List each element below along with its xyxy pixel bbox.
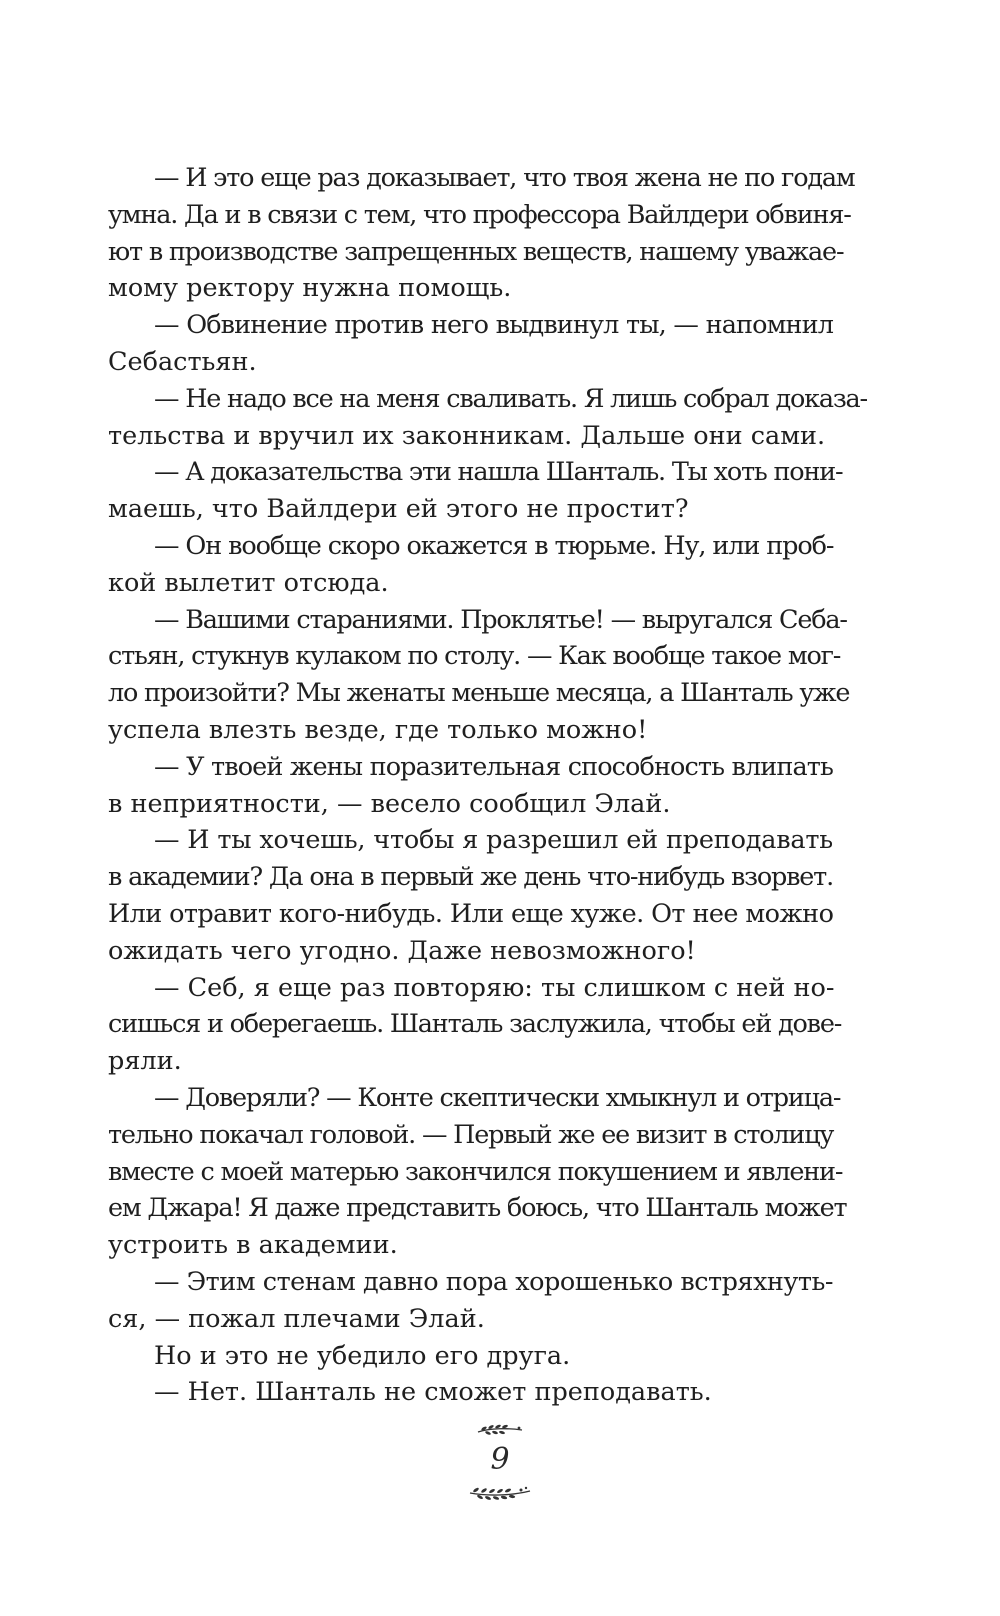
text-line: — Обвинение против него выдвинул ты, — напомнил [154, 310, 833, 341]
text-line: Но и это не убедило его друга. [154, 1340, 571, 1371]
text-line: — У твоей жены поразительная способность влипать [154, 751, 833, 782]
text-line: тельно покачал головой. — Первый же ее визит в столицу [108, 1119, 834, 1150]
text-line: в неприятности, — весело сообщил Элай. [108, 788, 671, 819]
text-line: — Вашими стараниями. Проклятье! — выругался Себа- [154, 604, 847, 635]
text-line: тельства и вручил их законникам. Дальше они сами. [108, 420, 826, 451]
text-line: устроить в академии. [108, 1230, 398, 1261]
text-line: мому ректору нужна помощь. [108, 273, 512, 304]
page-folio [0, 1422, 1000, 1502]
laurel-branch-ornament-icon [466, 1482, 534, 1502]
text-line: — А доказательства эти нашла Шанталь. Ты хоть пони- [154, 457, 843, 488]
text-line: Или отравит кого-нибудь. Или еще хуже. От нее можно [108, 898, 834, 929]
text-line: вместе с моей матерью закончился покушением и явлени- [108, 1156, 843, 1187]
text-line: ют в производстве запрещенных веществ, нашему уважае- [108, 236, 844, 267]
text-line: ряли. [108, 1046, 182, 1077]
text-line: — Не надо все на меня сваливать. Я лишь собрал доказа- [154, 383, 867, 414]
text-line: кой вылетит отсюда. [108, 567, 389, 598]
text-line: стьян, стукнув кулаком по столу. — Как вообще такое мог- [108, 641, 841, 672]
text-line: — Себ, я еще раз повторяю: ты слишком с ней но- [154, 972, 835, 1003]
text-line: ло произойти? Мы женаты меньше месяца, а Шанталь уже [108, 678, 850, 709]
text-line: ем Джара! Я даже представить боюсь, что Шанталь может [108, 1193, 847, 1224]
text-line: Себастьян. [108, 346, 257, 377]
page-body-text [108, 160, 867, 1411]
text-line: — Нет. Шанталь не сможет преподавать. [154, 1377, 712, 1408]
text-line: — Он вообще скоро окажется в тюрьме. Ну, или проб- [154, 530, 834, 561]
text-line: умна. Да и в связи с тем, что профессора Вайлдери обвиня- [108, 199, 851, 230]
text-line: — И ты хочешь, чтобы я разрешил ей преподавать [154, 825, 833, 856]
page-number: 9 [490, 1442, 510, 1477]
laurel-sprig-ornament-icon [474, 1422, 526, 1438]
text-line: ся, — пожал плечами Элай. [108, 1303, 485, 1334]
text-line: маешь, что Вайлдери ей этого не простит? [108, 494, 689, 525]
text-line: ожидать чего угодно. Даже невозможного! [108, 935, 696, 966]
text-line: — Этим стенам давно пора хорошенько встряхнуть- [154, 1266, 833, 1297]
text-line: — И это еще раз доказывает, что твоя жена не по годам [154, 163, 855, 193]
text-line: — Доверяли? — Конте скептически хмыкнул и отрица- [154, 1082, 841, 1113]
text-line: в академии? Да она в первый же день что-нибудь взорвет. [108, 862, 833, 893]
text-line: успела влезть везде, где только можно! [108, 714, 648, 745]
text-line: сишься и оберегаешь. Шанталь заслужила, чтобы ей дове- [108, 1009, 842, 1040]
